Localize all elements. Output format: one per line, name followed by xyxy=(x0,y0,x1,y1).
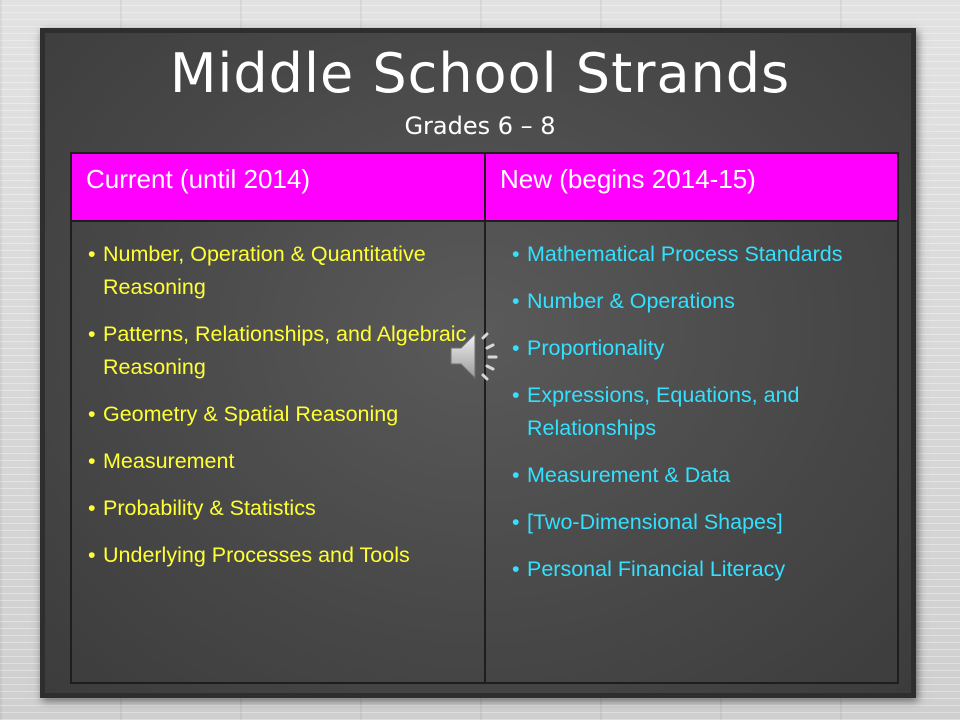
current-strands-cell xyxy=(71,221,485,683)
list-item: • Mathematical Process Standards xyxy=(508,238,887,271)
list-item: • Proportionality xyxy=(508,332,887,365)
list-item: • Expressions, Equations, and Relationships xyxy=(508,379,887,445)
list-item: • Number, Operation & Quantitative Reasoning xyxy=(84,238,474,304)
list-item: • Personal Financial Literacy xyxy=(508,553,887,586)
list-item: • Measurement xyxy=(84,445,474,478)
list-item: • Number & Operations xyxy=(508,285,887,318)
slide-title: Middle School Strands xyxy=(169,42,791,105)
list-item: • Geometry & Spatial Reasoning xyxy=(84,398,474,431)
header-current: Current (until 2014) xyxy=(71,153,485,221)
table-header-row xyxy=(71,153,898,221)
speaker-icon[interactable] xyxy=(447,324,511,388)
list-item: • Measurement & Data xyxy=(508,459,887,492)
new-strands-list xyxy=(508,238,887,586)
list-item: • Underlying Processes and Tools xyxy=(84,539,474,572)
header-new: New (begins 2014-15) xyxy=(485,153,898,221)
list-item: • [Two-Dimensional Shapes] xyxy=(508,506,887,539)
new-strands-cell xyxy=(485,221,898,683)
list-item: • Probability & Statistics xyxy=(84,492,474,525)
current-strands-list xyxy=(84,238,474,572)
table-body-row xyxy=(71,221,898,683)
list-item: • Patterns, Relationships, and Algebraic Reasoning xyxy=(84,318,474,384)
slide-subtitle: Grades 6 – 8 xyxy=(404,112,556,140)
strands-table xyxy=(70,152,899,684)
